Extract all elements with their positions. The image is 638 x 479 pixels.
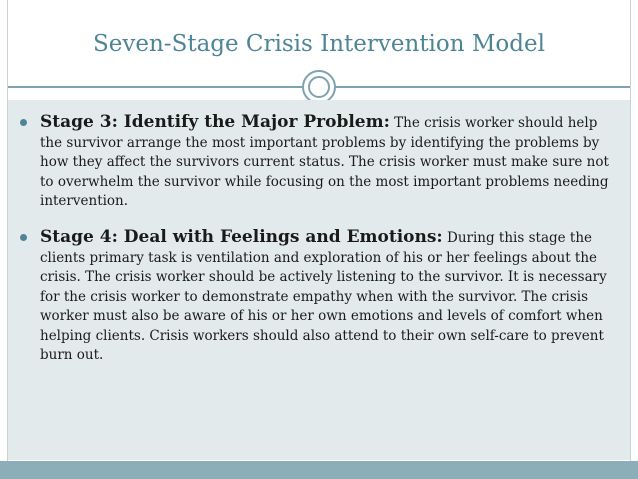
stage-body: The crisis worker should help the survivor arrange the most important problems by identifying the problems by how they affect the survivors current status. The crisis worker must make sure not to overwhelm the survivor while focusing on the most important problems needing intervention. [40, 115, 609, 209]
footer-band [0, 461, 638, 479]
bullet-dot-icon [20, 234, 27, 241]
stage-heading: Stage 3: Identify the Major Problem: [40, 112, 390, 132]
bullet-item-stage-3 [20, 113, 610, 212]
right-border-rule [630, 0, 631, 479]
stage-heading: Stage 4: Deal with Feelings and Emotions: [40, 227, 443, 247]
bullet-text [40, 113, 610, 212]
stage-body: During this stage the clients primary task is ventilation and exploration of his or her feelings about the crisis. The crisis worker should be actively listening to the survivor. It is necessary for the crisis worker to demonstrate empathy when with the survivor. The crisis worker must also be aware of his or her own emotions and levels of comfort when helping clients. Crisis workers should also attend to their own self-care to prevent burn out. [40, 230, 607, 363]
bullet-dot-icon [20, 119, 27, 126]
bullet-item-stage-4 [20, 228, 610, 366]
divider-circle-ornament [302, 70, 336, 104]
slide-title: Seven-Stage Crisis Intervention Model [93, 31, 545, 57]
bullet-text [40, 228, 610, 366]
